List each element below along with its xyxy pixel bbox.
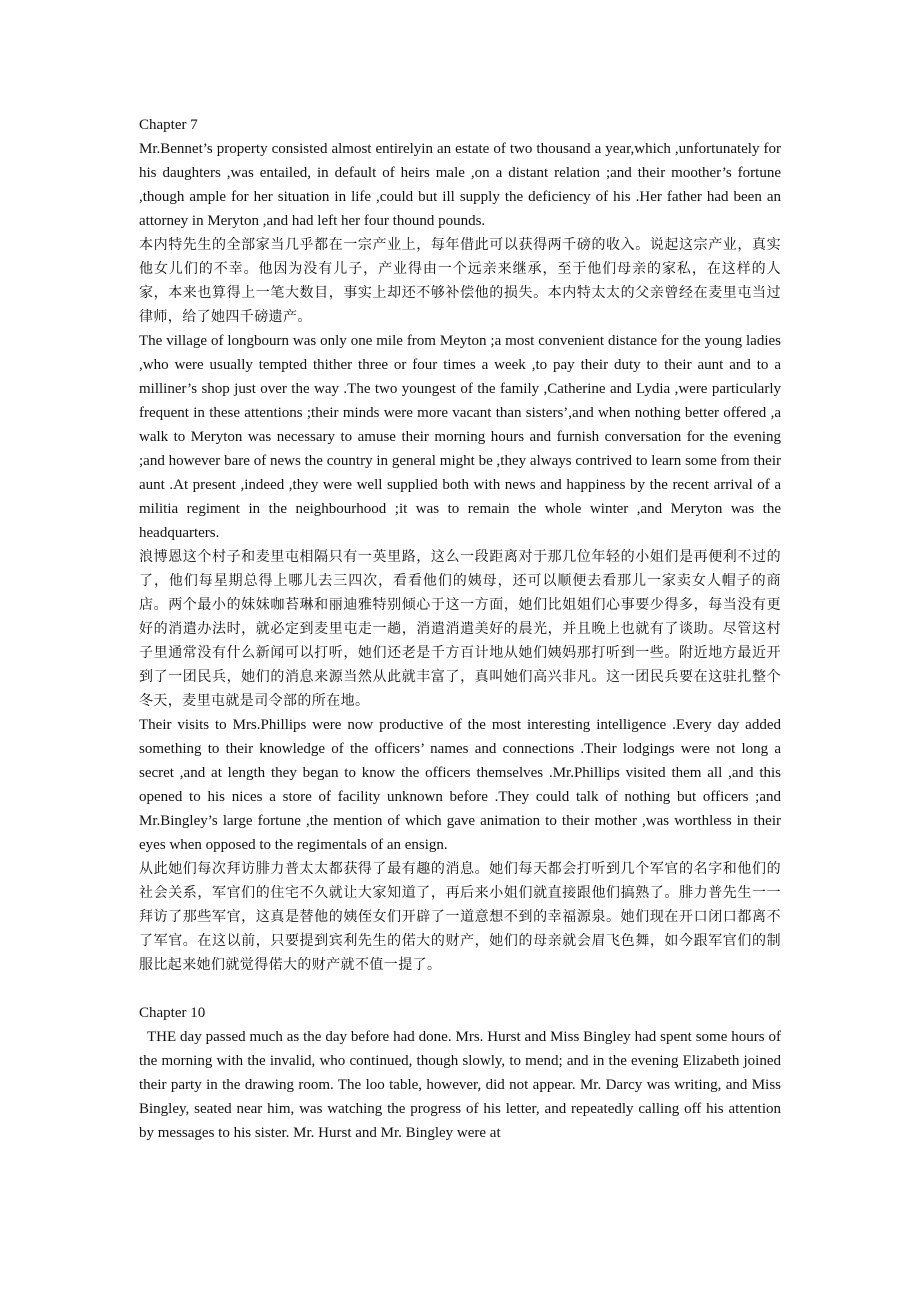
chapter-10-title: Chapter 10 — [139, 1005, 206, 1021]
document-page — [139, 113, 781, 1145]
chapter-spacer — [139, 977, 781, 1001]
chapter-7-paragraph-3-english: Their visits to Mrs.Phillips were now productive of the most interesting intelligence .Every day added something to their knowledge of the officers’ names and connections .Their lodgings were not long a secret ,and at length they began to know the officers themselves .Mr.Phillips visited them all ,and this opened to his nices a store of facility unknown before .They could talk of nothing but officers ;and Mr.Bingley’s large fortune ,the mention of which gave animation to their mother ,was worthless in their eyes when opposed to the regimentals of an ensign. — [139, 717, 781, 853]
chapter-7-paragraph-3-chinese: 从此她们每次拜访腓力普太太都获得了最有趣的消息。她们每天都会打听到几个军官的名字和他们的社会关系，军官们的住宅不久就让大家知道了，再后来小姐们就直接跟他们搞熟了。腓力普先生一一拜访了那些军官，这真是替他的姨侄女们开辟了一道意想不到的幸福源泉。她们现在开口闭口都离不了军官。在这以前，只要提到宾利先生的偌大的财产，她们的母亲就会眉飞色舞，如今跟军官们的制服比起来她们就觉得偌大的财产就不值一提了。 — [139, 861, 781, 973]
chapter-7-paragraph-1-english: Mr.Bennet’s property consisted almost entirelyin an estate of two thousand a year,which ,unfortunately for his daughters ,was entailed, in default of heirs male ,on a distant relation ;and their moother’s fortune ,though ample for her situation in life ,could but ill supply the deficiency of his .Her father had been an attorney in Meryton ,and had left her four thound pounds. — [139, 141, 781, 229]
chapter-7-title: Chapter 7 — [139, 117, 198, 133]
chapter-10-paragraph-1-english: THE day passed much as the day before had done. Mrs. Hurst and Miss Bingley had spent some hours of the morning with the invalid, who continued, though slowly, to mend; and in the evening Elizabeth joined their party in the drawing room. The loo table, however, did not appear. Mr. Darcy was writing, and Miss Bingley, seated near him, was watching the progress of his letter, and repeatedly calling off his attention by messages to his sister. Mr. Hurst and Mr. Bingley were at — [139, 1029, 781, 1141]
chapter-7-paragraph-2-chinese: 浪博恩这个村子和麦里屯相隔只有一英里路，这么一段距离对于那几位年轻的小姐们是再便利不过的了，他们每星期总得上哪儿去三四次，看看他们的姨母，还可以顺便去看那儿一家卖女人帽子的商店。两个最小的妹妹咖苔琳和丽迪雅特别倾心于这一方面，她们比姐姐们心事要少得多，每当没有更好的消遣办法时，就必定到麦里屯走一趟，消遣消遣美好的晨光，并且晚上也就有了谈助。尽管这村子里通常没有什么新闻可以打听，她们还老是千方百计地从她们姨妈那打听到一些。附近地方最近开到了一团民兵，她们的消息来源当然从此就丰富了，真叫她们高兴非凡。这一团民兵要在这驻扎整个冬天，麦里屯就是司令部的所在地。 — [139, 549, 781, 709]
chapter-7-paragraph-2-english: The village of longbourn was only one mile from Meyton ;a most convenient distance for the young ladies ,who were usually tempted thither three or four times a week ,to pay their duty to their aunt and to a milliner’s shop just over the way .The two youngest of the family ,Catherine and Lydia ,were particularly frequent in these attentions ;their minds were more vacant than sisters’,and when nothing better offered ,a walk to Meryton was necessary to amuse their morning hours and furnish conversation for the evening ;and however bare of news the country in general might be ,they always contrived to learn some from their aunt .At present ,indeed ,they were well supplied both with news and happiness by the recent arrival of a militia regiment in the neighbourhood ;it was to remain the whole winter ,and Meryton was the headquarters. — [139, 333, 781, 541]
chapter-7-paragraph-1-chinese: 本内特先生的全部家当几乎都在一宗产业上，每年借此可以获得两千磅的收入。说起这宗产业，真实他女儿们的不幸。他因为没有儿子，产业得由一个远亲来继承，至于他们母亲的家私，在这样的人家，本来也算得上一笔大数目，事实上却还不够补偿他的损失。本内特太太的父亲曾经在麦里屯当过律师，给了她四千磅遗产。 — [139, 237, 781, 325]
